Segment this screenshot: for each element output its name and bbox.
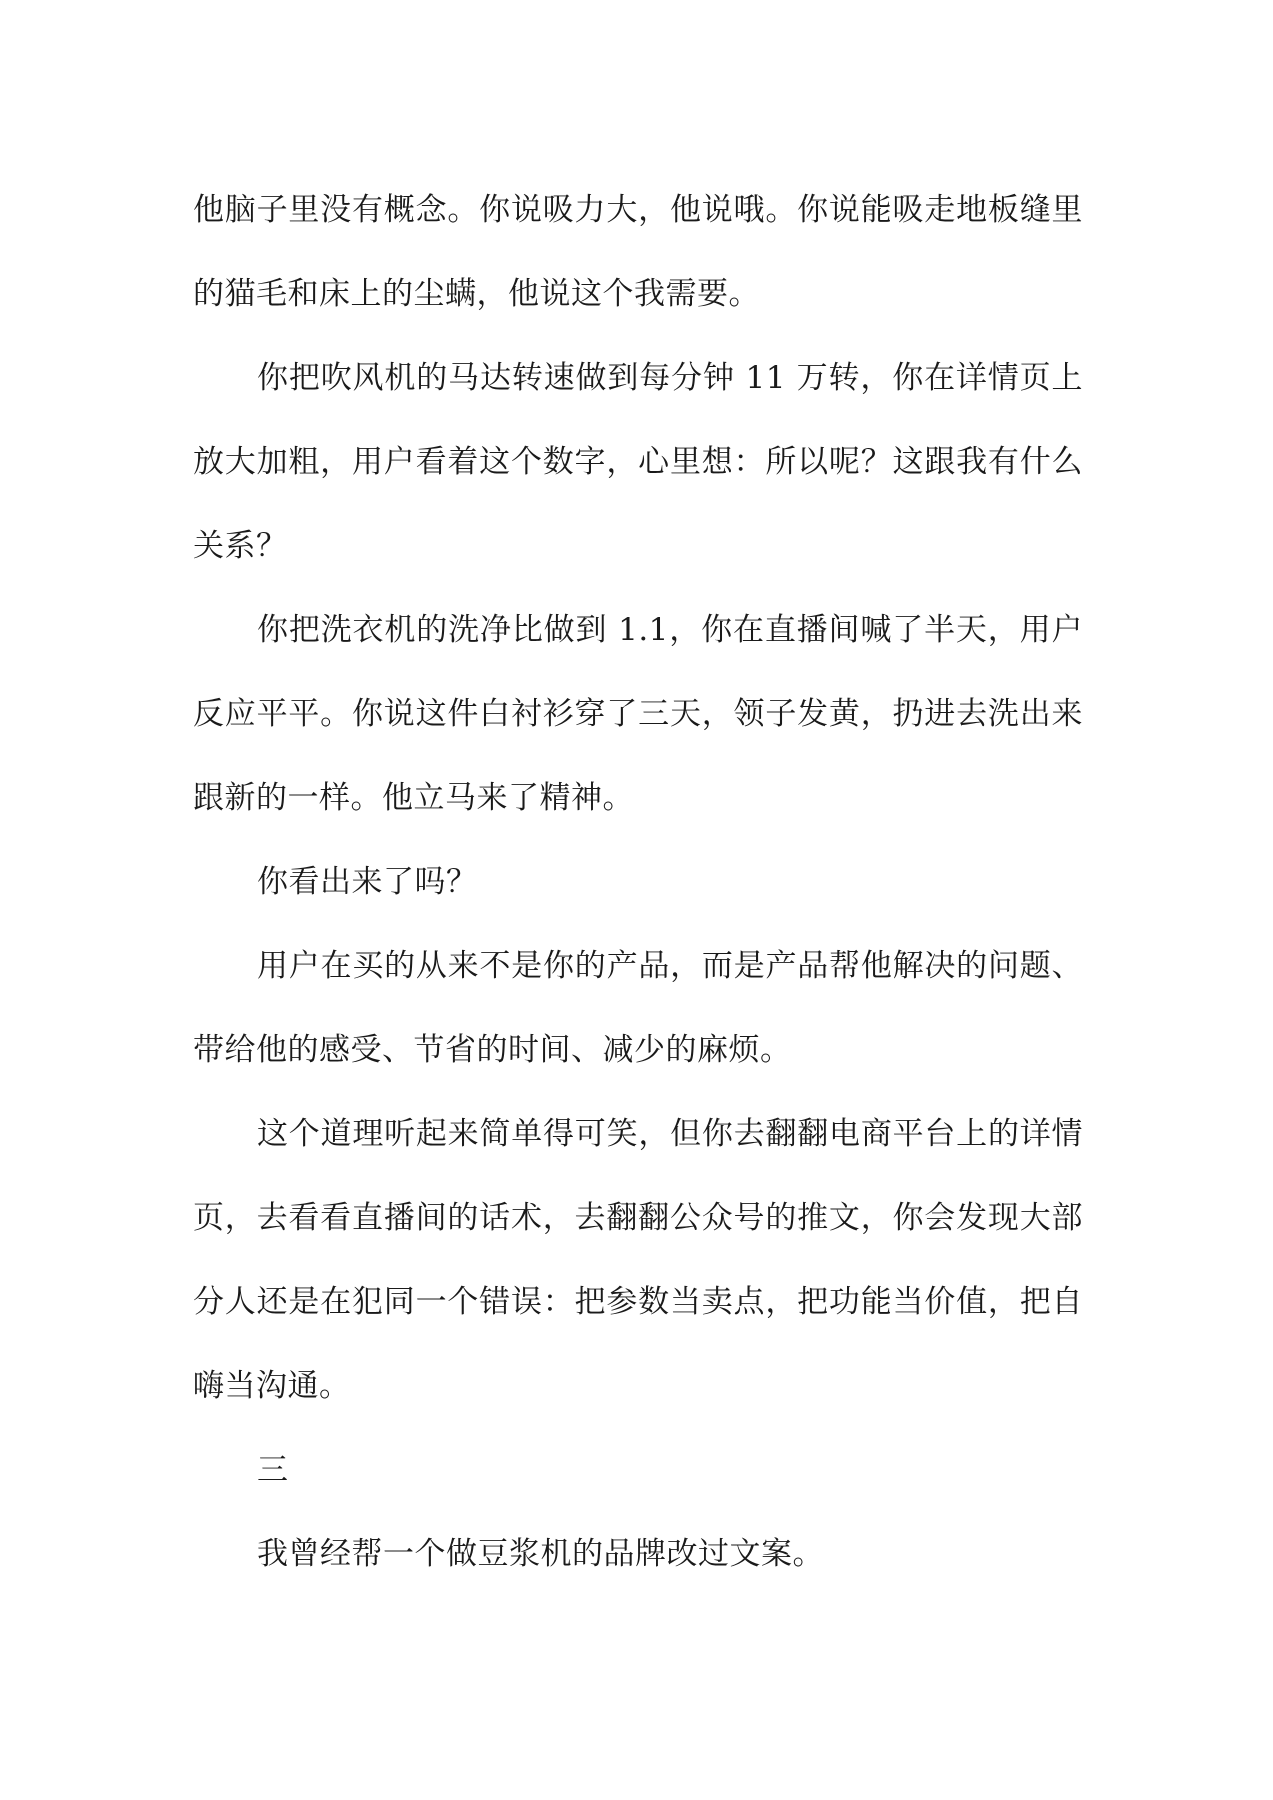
paragraph-5: 用户在买的从来不是你的产品，而是产品帮他解决的问题、带给他的感受、节省的时间、减少的麻烦。 [193,948,1083,1068]
document-body [193,168,1083,1596]
section-heading-three: 三 [257,1452,289,1488]
paragraph-6: 这个道理听起来简单得可笑，但你去翻翻电商平台上的详情页，去看看直播间的话术，去翻翻公众号的推文，你会发现大部分人还是在犯同一个错误：把参数当卖点，把功能当价值，把自嗨当沟通。 [193,1116,1083,1404]
paragraph-7: 我曾经帮一个做豆浆机的品牌改过文案。 [257,1536,824,1572]
paragraph-2: 你把吹风机的马达转速做到每分钟 11 万转，你在详情页上放大加粗，用户看着这个数字，心里想：所以呢？这跟我有什么关系？ [193,360,1083,564]
paragraph-1: 他脑子里没有概念。你说吸力大，他说哦。你说能吸走地板缝里的猫毛和床上的尘螨，他说这个我需要。 [193,192,1083,312]
paragraph-3: 你把洗衣机的洗净比做到 1.1，你在直播间喊了半天，用户反应平平。你说这件白衬衫穿了三天，领子发黄，扔进去洗出来跟新的一样。他立马来了精神。 [193,612,1083,816]
paragraph-4: 你看出来了吗？ [257,864,478,900]
